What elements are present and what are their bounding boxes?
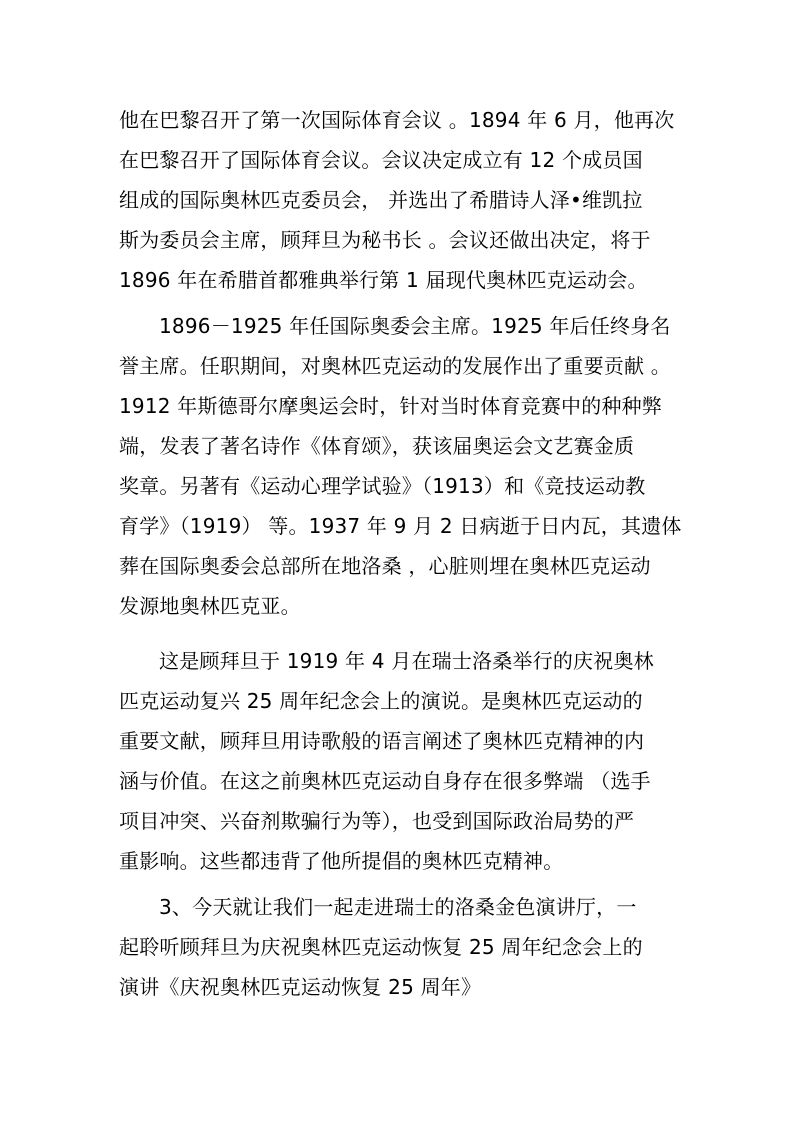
paragraph-3-line-3: 重要文献，顾拜旦用诗歌般的语言阐述了奥林匹克精神的内 [119,729,645,753]
paragraph-4-line-2: 起聆听顾拜旦为庆祝奥林匹克运动恢复 25 周年纪念会上的 [119,935,643,959]
paragraph-4-line-1: 3、今天就让我们一起走进瑞士的洛桑金色演讲厅，一 [159,895,637,919]
paragraph-2-line-7: 葬在国际奥委会总部所在地洛桑 ，心脏则埋在奥林匹克运动 [119,554,651,578]
paragraph-2-line-4: 端，发表了著名诗作《体育颂》，获该届奥运会文艺赛金质 [119,434,635,458]
paragraph-2-line-5: 奖章。另著有《运动心理学试验》（1913）和《竞技运动教 [119,474,646,498]
paragraph-1-line-2: 在巴黎召开了国际体育会议。会议决定成立有 12 个成员国 [119,148,643,172]
paragraph-3-line-1: 这是顾拜旦于 1919 年 4 月在瑞士洛桑举行的庆祝奥林 [159,649,654,673]
paragraph-2-line-3: 1912 年斯德哥尔摩奥运会时，针对当时体育竞赛中的种种弊 [119,394,663,418]
paragraph-3-line-2: 匹克运动复兴 25 周年纪念会上的演说。是奥林匹克运动的 [119,689,643,713]
paragraph-1-line-5: 1896 年在希腊首都雅典举行第 1 届现代奥林匹克运动会。 [119,268,648,292]
paragraph-3-line-5: 项目冲突、兴奋剂欺骗行为等），也受到国际政治局势的严 [119,809,635,833]
paragraph-2-line-1: 1896－1925 年任国际奥委会主席。1925 年后任终身名 [159,314,671,338]
paragraph-3-line-6: 重影响。这些都违背了他所提倡的奥林匹克精神。 [119,849,564,873]
paragraph-4-line-3: 演讲《庆祝奥林匹克运动恢复 25 周年》 [119,975,482,999]
paragraph-3-line-4: 涵与价值。在这之前奥林匹克运动自身存在很多弊端 （选手 [119,769,651,793]
paragraph-2-line-8: 发源地奥林匹克亚。 [119,594,301,618]
paragraph-1-line-4: 斯为委员会主席，顾拜旦为秘书长 。会议还做出决定，将于 [119,228,651,252]
paragraph-2-line-2: 誉主席。任职期间，对奥林匹克运动的发展作出了重要贡献 。 [119,354,671,378]
paragraph-1-line-1: 他在巴黎召开了第一次国际体育会议 。1894 年 6 月，他再次 [119,108,675,132]
paragraph-2-line-6: 育学》（1919） 等。1937 年 9 月 2 日病逝于日内瓦，其遗体 [119,514,682,538]
paragraph-1-line-3: 组成的国际奥林匹克委员会， 并选出了希腊诗人泽•维凯拉 [119,188,643,212]
